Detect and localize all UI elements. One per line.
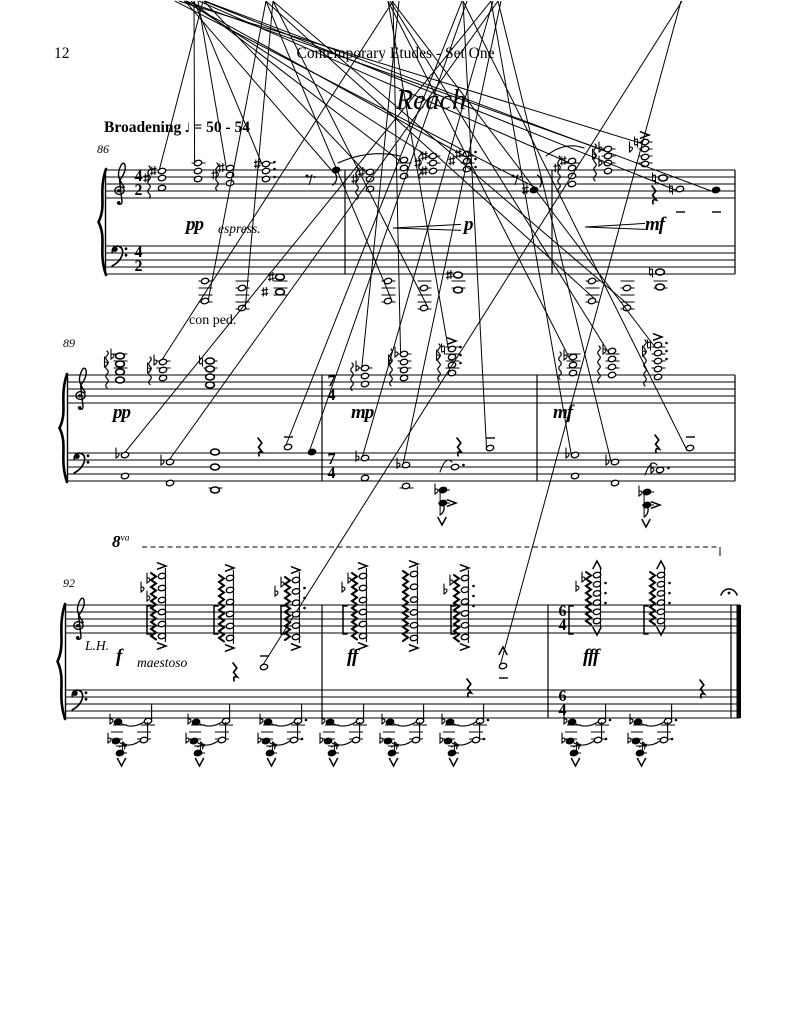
chord [105,349,128,388]
note-head [608,347,617,354]
note-head [420,304,429,311]
chord [262,272,288,297]
rolled-chord [342,563,367,649]
note-head [308,448,317,455]
dynamic-f: f [116,646,122,667]
chord [446,270,466,293]
accent-mark [158,643,167,649]
tie [200,722,222,726]
system-2 [60,1,736,527]
note-head [571,472,580,479]
note-head [400,374,409,381]
note-head [654,373,663,380]
accent-mark [448,338,457,344]
note-head [608,363,617,370]
roll-line [586,572,591,625]
note-head [140,736,149,743]
accent-mark [359,643,368,649]
note-head [420,284,429,291]
tie [452,741,472,745]
roll-line [403,571,408,641]
note-head [656,466,665,473]
tie [334,722,356,726]
roll-line [151,573,156,640]
bass-clef [74,453,89,473]
roll-line [219,575,224,642]
note-head [159,374,168,381]
time-signature-s1-bass [130,246,147,274]
note-head [712,186,721,193]
note-head [166,458,175,465]
system-brace [60,374,68,482]
tie [576,722,598,726]
note-head [641,153,650,160]
arpeggio-line [559,352,562,380]
grace-figure [639,486,660,527]
ts-denominator: 2 [134,182,143,199]
note-head [654,349,663,356]
tie [270,741,290,745]
ts-denominator: 4 [327,465,336,482]
note-head [116,369,125,375]
measure-number-92: 92 [63,576,75,590]
ts-numerator: 4 [134,244,143,261]
octave-va: va [120,533,130,544]
marcato-mark [657,628,665,636]
accent-mark [461,565,470,571]
dynamic-mf-2: mf [553,402,573,423]
ts-numerator: 4 [134,168,143,185]
note-head [206,382,215,388]
accent-mark [654,334,663,340]
note-head [611,479,620,486]
note-head [588,297,597,304]
lh-bracket [281,606,285,634]
note-head [201,277,210,284]
note-head [676,185,685,192]
note-head [121,451,130,458]
ts-denominator: 4 [558,702,567,719]
tie [642,722,664,726]
grace-figure [435,484,456,525]
roll-line [454,575,459,642]
bass-figure [440,704,489,766]
note-head [194,175,203,182]
note-head [326,718,335,725]
note-head [192,718,201,725]
note-head [384,297,393,304]
time-signature-s2-bass [323,453,340,481]
arpeggio-line [148,166,151,198]
note-head [284,443,293,450]
note-head [114,718,123,725]
note-head [262,167,271,174]
note-head [211,464,220,470]
marcato-mark [572,759,580,767]
note-head [448,353,457,360]
marcato-mark [642,520,650,528]
note-head [260,663,269,670]
bass-figure [628,704,677,766]
page-header: Contemporary Études - Set One [296,45,495,62]
chord [397,1,501,489]
dynamic-p: p [464,214,473,235]
marcato-mark [390,759,398,767]
system-brace [58,604,66,719]
crescendo-hairpin [585,223,645,229]
note-head [454,287,463,293]
note-head [611,458,620,465]
chord [192,1,206,182]
note-head [366,168,375,175]
ts-denominator: 4 [558,617,567,634]
marcato-mark [196,759,204,767]
dynamic-fff: fff [583,646,599,667]
ts-numerator: 7 [327,373,336,390]
note-head [604,167,613,174]
marcato-mark [450,759,458,767]
note-head [116,353,125,359]
note-head [656,269,665,275]
dynamic-mp: mp [351,402,374,423]
note-head [290,736,299,743]
marcato-mark [330,759,338,767]
note-head [569,353,578,360]
note-head [499,662,508,669]
note-head [276,289,285,295]
quarter-rest [700,680,704,698]
note-head [429,152,438,159]
note-head [634,718,643,725]
bass-clef [72,690,87,710]
bass-figure [320,704,367,766]
note-head [686,444,695,451]
note-head [569,361,578,368]
tempo-word: Broadening [104,119,182,136]
note-head [588,277,597,284]
roll-line [285,577,290,640]
lh-bracket [214,606,218,634]
time-signature-s1-treble [130,170,147,198]
lh-bracket [644,606,648,634]
tie [392,741,412,745]
quarter-rest [233,663,237,681]
note-head [361,372,370,379]
measure-number-86: 86 [97,142,109,156]
time-signature-s2-treble [323,375,340,403]
rolled-chord [141,563,166,649]
marcato-mark [638,759,646,767]
note-head [429,167,438,174]
note-head [472,736,481,743]
chord [209,449,223,493]
flag [333,173,337,185]
ts-numerator: 6 [558,603,567,620]
marcato-mark [657,561,665,569]
measure-number-89: 89 [63,336,75,350]
marcato-mark [593,628,601,636]
note-head [623,284,632,291]
tie [122,722,144,726]
note-head [361,454,370,461]
expression-maestoso: maestoso [137,655,188,670]
chord [650,267,668,291]
note-head [121,472,130,479]
note-head [386,718,395,725]
tie [394,722,416,726]
note-head [659,175,668,181]
note-head [608,371,617,378]
tie [454,722,476,726]
arpeggio-line [594,144,597,181]
rolled-chord [644,561,671,635]
note-head [400,358,409,365]
quarter-rest [652,186,656,204]
note-head [429,159,438,166]
note-head [361,474,370,481]
ts-numerator: 7 [327,451,336,468]
note-head [159,358,168,365]
note-head [166,479,175,486]
note-head [211,449,220,455]
tie [272,722,294,726]
note-head [568,180,577,187]
note-head [454,272,463,278]
note-head [276,274,285,280]
note-head [594,736,603,743]
ts-numerator: 6 [558,688,567,705]
chord [200,356,218,389]
tie [640,741,660,745]
bass-figure [380,704,427,766]
note-head [400,156,409,163]
note-head [116,361,125,367]
accent-mark [226,645,235,651]
note-head [206,374,215,380]
ts-denominator: 2 [134,258,143,275]
accent-mark [292,644,301,650]
roll-line [352,573,357,640]
quarter-note-icon: ♩ [184,121,191,136]
note-head [158,184,167,191]
bass-clef [112,246,127,266]
note-head [569,369,578,376]
note-head [568,718,577,725]
rolled-chord [444,565,475,650]
note-head [194,167,203,174]
note-head [218,736,227,743]
time-signature-s3-bass [554,690,571,718]
bass-figure [108,704,155,766]
tie [198,741,218,745]
arpeggio-line [558,156,561,193]
lh-bracket [343,606,347,634]
arpeggio-line [356,167,359,199]
accent-mark [292,567,301,573]
dynamic-pp: pp [186,214,203,235]
note-head [158,167,167,174]
note-head [361,380,370,387]
accent-mark [359,563,368,569]
note-head [238,284,247,291]
time-signature-s3-treble [554,605,571,633]
octave-8: 8 [112,532,121,551]
note-head [571,451,580,458]
marcato-mark [118,759,126,767]
note-head [654,357,663,364]
rolled-chord [569,561,607,635]
note-head [264,718,273,725]
rolled-chord [214,565,234,651]
note-head [654,365,663,372]
chord [651,463,670,474]
note-head [656,284,665,290]
arpeggio-line [351,363,354,391]
slur [440,460,452,472]
left-hand-label: L.H. [85,638,110,653]
rolled-chord [403,561,418,651]
marcato-mark [593,561,601,569]
arpeggio-line [644,340,647,386]
arpeggio-line [598,346,601,383]
dynamic-ff: ff [347,646,358,667]
note-head [262,160,271,167]
accent-mark [410,645,419,651]
pedal-marking: con ped. [189,313,237,328]
marcato-mark [438,518,446,526]
final-barline [731,605,741,718]
tie [120,741,140,745]
note-head [352,736,361,743]
accent-mark [158,563,167,569]
note-head [116,377,125,383]
note-head [211,487,220,493]
note-head [486,444,495,451]
tie [332,741,352,745]
roll-line [650,572,655,625]
note-head [206,366,215,372]
octave-line-label [112,533,129,551]
note-head [158,174,167,181]
page-number: 12 [54,45,70,62]
dynamic-pp-2: pp [113,402,130,423]
note-head [660,736,669,743]
octave-line [142,547,720,556]
accent-mark [461,644,470,650]
note-head [400,164,409,171]
note-head [412,736,421,743]
note-head [206,358,215,364]
note-head [641,145,650,152]
dynamic-mf: mf [645,214,665,235]
expression-espress: espress. [218,221,261,236]
fermata [721,589,737,595]
note-head [262,175,271,182]
accent-mark [410,561,419,567]
note-head [446,718,455,725]
note-head [384,277,393,284]
accent-mark [226,565,235,571]
quarter-rest [655,435,659,453]
bass-figure [258,704,307,766]
marcato-mark [268,759,276,767]
tie [574,741,594,745]
piece-title: Reach [396,85,466,116]
bass-figure [186,704,233,766]
slur [338,154,400,163]
tempo-marking [104,120,250,136]
quarter-rest [467,679,471,697]
ts-denominator: 4 [327,387,336,404]
tempo-value: = 50 - 54 [193,119,251,136]
note-head [451,463,460,470]
